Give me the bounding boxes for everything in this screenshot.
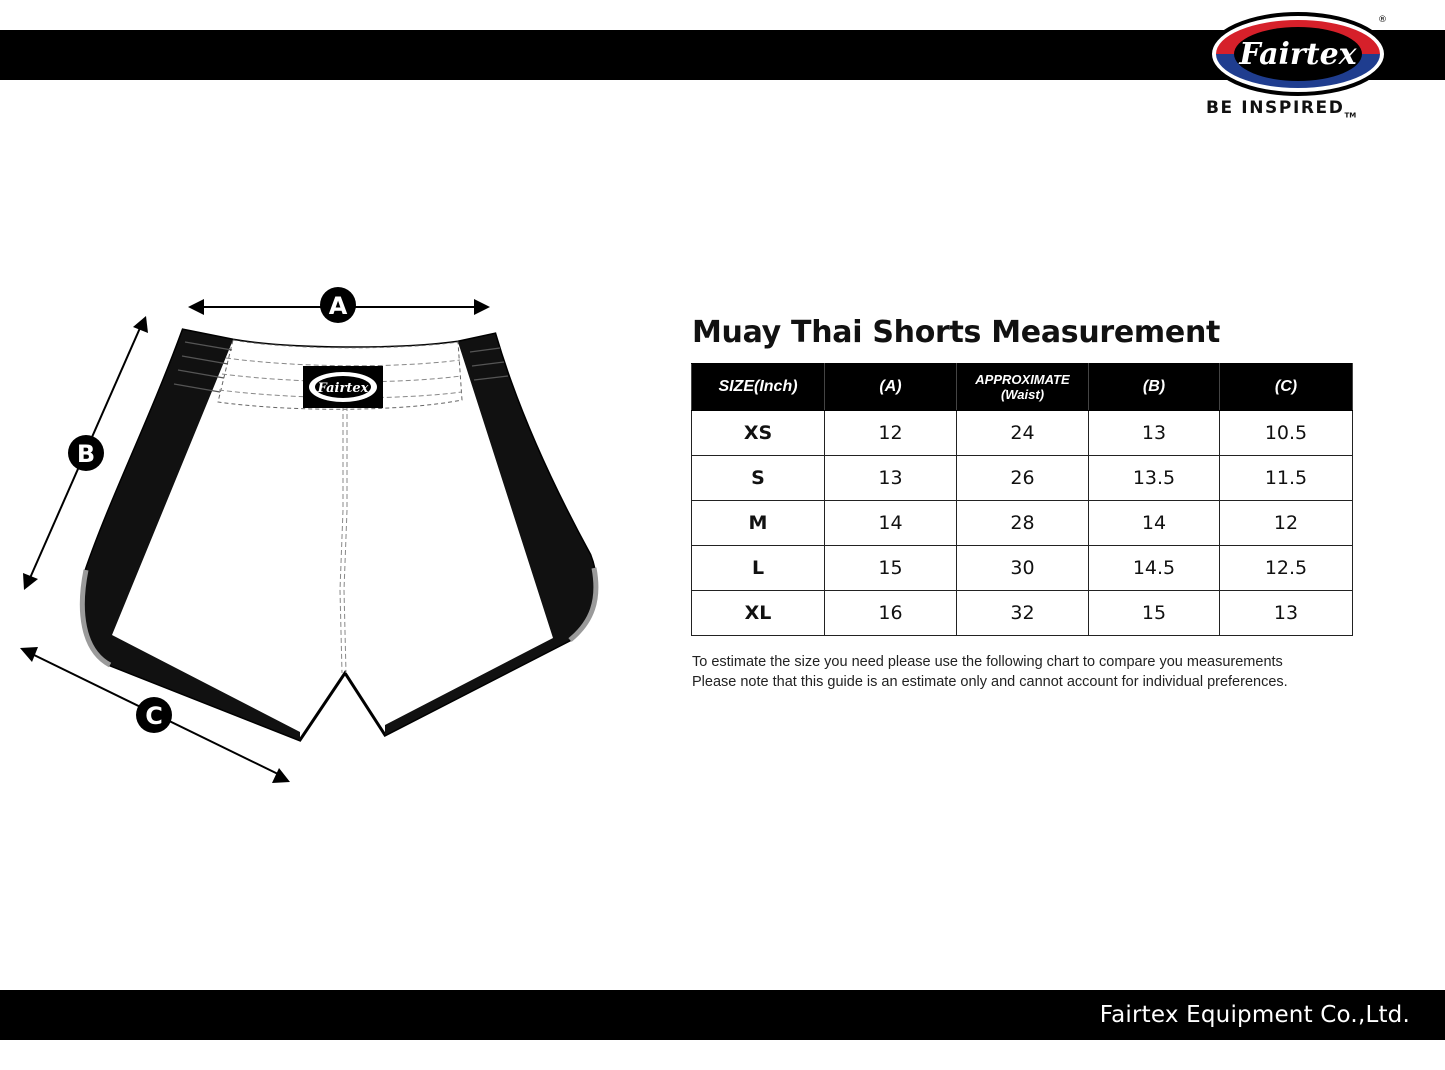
shorts-diagram <box>0 270 640 810</box>
label-c: C <box>145 702 163 730</box>
cell-b: 14 <box>1089 501 1220 546</box>
header-size: SIZE(Inch) <box>692 364 825 411</box>
cell-a: 13 <box>825 456 957 501</box>
header-waist-bottom: (Waist) <box>1000 387 1045 402</box>
tagline-text: BE INSPIRED <box>1206 98 1345 118</box>
cell-a: 14 <box>825 501 957 546</box>
cell-waist: 24 <box>957 411 1089 456</box>
logo-wordmark: Fairtex <box>1239 37 1357 72</box>
measure-a-arrow <box>188 287 490 323</box>
cell-c: 11.5 <box>1220 456 1353 501</box>
footer-bar <box>0 990 1445 1040</box>
trademark-mark: TM <box>1344 111 1357 120</box>
table-row <box>692 591 1353 636</box>
cell-size: XS <box>692 411 825 456</box>
cell-b: 15 <box>1089 591 1220 636</box>
cell-c: 10.5 <box>1220 411 1353 456</box>
header-c: (C) <box>1220 364 1353 411</box>
table-row <box>692 501 1353 546</box>
label-b: B <box>76 440 96 468</box>
size-table <box>691 363 1353 636</box>
label-a: A <box>328 292 348 320</box>
table-header-row <box>692 364 1353 411</box>
cell-waist: 30 <box>957 546 1089 591</box>
header-b: (B) <box>1089 364 1220 411</box>
chart-title: Muay Thai Shorts Measurement <box>692 315 1221 350</box>
table-row <box>692 411 1353 456</box>
note-line-1: To estimate the size you need please use the following chart to compare you measurements <box>692 654 1283 670</box>
table-row <box>692 546 1353 591</box>
header-a: (A) <box>825 364 957 411</box>
header-waist <box>957 364 1089 411</box>
cell-c: 12 <box>1220 501 1353 546</box>
cell-b: 13 <box>1089 411 1220 456</box>
waistband-logo-text: Fairtex <box>317 381 369 396</box>
cell-size: S <box>692 456 825 501</box>
header-waist-top: APPROXIMATE <box>975 372 1070 387</box>
registered-mark: ® <box>1378 15 1387 25</box>
logo-tagline <box>1206 98 1356 119</box>
cell-waist: 26 <box>957 456 1089 501</box>
cell-size: XL <box>692 591 825 636</box>
cell-b: 14.5 <box>1089 546 1220 591</box>
cell-a: 12 <box>825 411 957 456</box>
size-note <box>692 652 1288 692</box>
cell-c: 13 <box>1220 591 1353 636</box>
cell-waist: 32 <box>957 591 1089 636</box>
footer-company: Fairtex Equipment Co.,Ltd. <box>1099 1002 1410 1028</box>
cell-a: 16 <box>825 591 957 636</box>
cell-size: M <box>692 501 825 546</box>
cell-a: 15 <box>825 546 957 591</box>
cell-size: L <box>692 546 825 591</box>
table-row <box>692 456 1353 501</box>
cell-b: 13.5 <box>1089 456 1220 501</box>
cell-waist: 28 <box>957 501 1089 546</box>
cell-c: 12.5 <box>1220 546 1353 591</box>
note-line-2: Please note that this guide is an estimate only and cannot account for individual preferences. <box>692 674 1288 690</box>
